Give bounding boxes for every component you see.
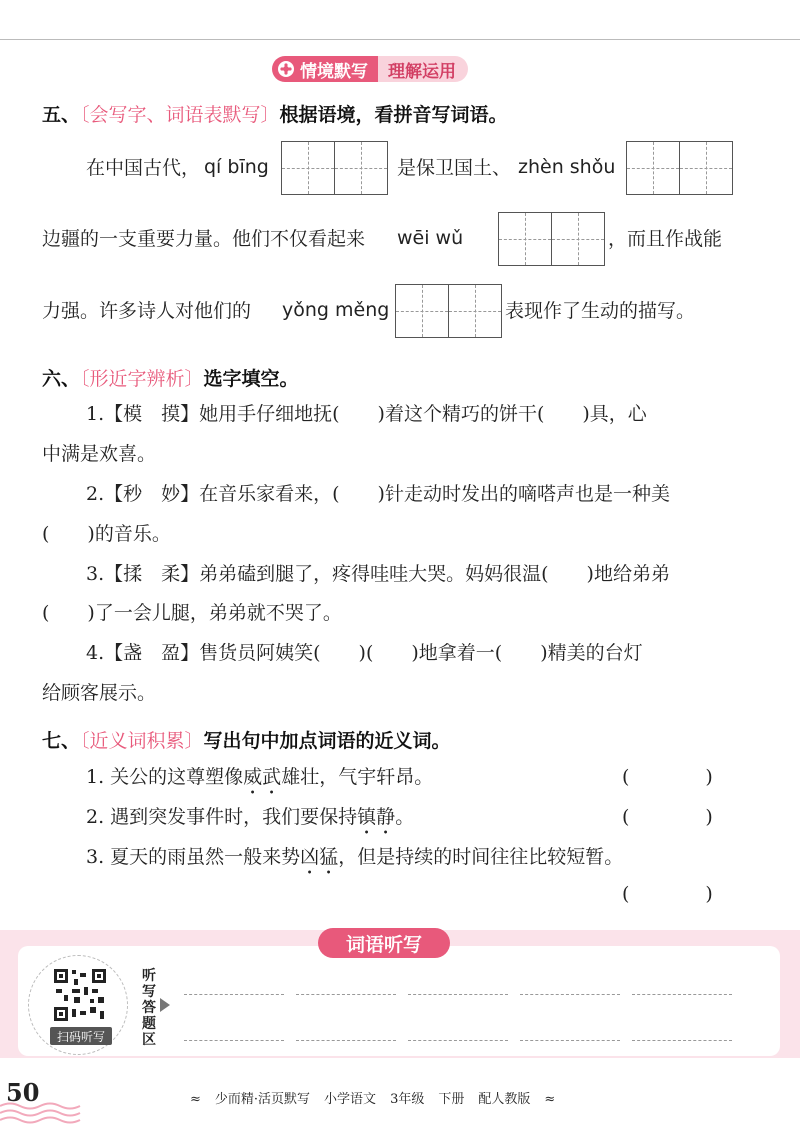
section6-heading [42, 364, 299, 391]
s7-q1 [86, 765, 433, 799]
section-badge [272, 56, 468, 82]
wave-left-icon: ≈ [190, 1092, 201, 1107]
dictation-line[interactable] [520, 1040, 620, 1041]
dictation-line[interactable] [520, 994, 620, 995]
s6-q2-line2: ( )的音乐。 [42, 523, 171, 545]
footer-info [190, 1088, 569, 1107]
scan-label: 扫码听写 [50, 1027, 112, 1045]
badge-sub-label: 理解运用 [388, 61, 456, 82]
dictation-title: 词语听写 [318, 928, 450, 958]
s5-line1-text-b: 是保卫国土、 [397, 157, 512, 179]
dictation-line[interactable] [184, 1040, 284, 1041]
dictation-line[interactable] [632, 1040, 732, 1041]
dictation-line[interactable] [296, 1040, 396, 1041]
s5-line3-text-a: 力强。许多诗人对他们的 [42, 300, 252, 322]
s6-q1-line2: 中满是欢喜。 [42, 443, 157, 465]
s7-q2-answer-paren[interactable]: ( ) [622, 806, 713, 828]
page-number: 50 [6, 1078, 40, 1107]
footer-edition: 配人教版 [478, 1092, 531, 1107]
footer-term: 下册 [438, 1092, 465, 1107]
dictation-line[interactable] [408, 994, 508, 995]
section5-tag: 〔会写字、词语表默写〕 [80, 104, 280, 126]
answer-grid-zhenshou[interactable] [626, 141, 733, 195]
s7-q3-post: ，但是持续的时间往往比较短暂。 [338, 846, 624, 868]
pinyin-zhenshou: zhèn shǒu [518, 156, 616, 178]
wave-decoration-icon [0, 1098, 90, 1126]
dictation-line[interactable] [296, 994, 396, 995]
s6-q4-line2: 给顾客展示。 [42, 682, 157, 704]
dictation-area-label: 听写答题区 [142, 968, 156, 1048]
dictation-line[interactable] [632, 994, 732, 995]
s7-q2-pre: 2. 遇到突发事件时，我们要保持 [86, 806, 358, 828]
answer-grid-qibing[interactable] [281, 141, 388, 195]
section6-number: 六、 [42, 368, 81, 390]
section7-title: 写出句中加点词语的近义词。 [203, 730, 451, 752]
arrow-right-icon [160, 998, 170, 1012]
section6-title: 选字填空。 [203, 368, 299, 390]
s5-line3-text-b: 表现作了生动的描写。 [505, 300, 696, 322]
s7-q1-post: 雄壮，气宇轩昂。 [281, 766, 434, 788]
s7-q2 [86, 805, 414, 839]
s5-line2-text-b: ，而且作战能 [608, 228, 723, 250]
section6-tag: 〔形近字辨析〕 [80, 368, 204, 390]
dictation-line[interactable] [408, 1040, 508, 1041]
s7-q3 [86, 845, 623, 879]
s7-q1-answer-paren[interactable]: ( ) [622, 766, 713, 788]
section5-title: 根据语境，看拼音写词语。 [279, 104, 508, 126]
badge-sub [378, 56, 468, 82]
s5-line2-text-a: 边疆的一支重要力量。他们不仅看起来 [42, 228, 366, 250]
footer-series: 少而精·活页默写 [214, 1092, 311, 1107]
pinyin-qibing: qí bīng [204, 156, 269, 178]
section7-number: 七、 [42, 730, 81, 752]
section5-number: 五、 [42, 104, 81, 126]
s7-q1-dotted-word: 威武 [243, 766, 282, 788]
footer-subject: 小学语文 [324, 1092, 377, 1107]
flower-icon [278, 61, 294, 77]
s7-q2-post: 。 [395, 806, 415, 828]
s6-q4-line1: 4.【盏 盈】售货员阿姨笑( )( )地拿着一( )精美的台灯 [86, 642, 643, 664]
qr-code-icon[interactable] [52, 967, 108, 1023]
s5-line1-text-a: 在中国古代， [86, 157, 201, 179]
section7-tag: 〔近义词积累〕 [80, 730, 204, 752]
s7-q3-dotted-word: 凶猛 [300, 846, 339, 868]
dictation-line[interactable] [184, 994, 284, 995]
s6-q3-line1: 3.【揉 柔】弟弟磕到腿了，疼得哇哇大哭。妈妈很温( )地给弟弟 [86, 563, 670, 585]
s6-q3-line2: ( )了一会儿腿，弟弟就不哭了。 [42, 602, 342, 624]
s7-q3-answer-paren[interactable]: ( ) [622, 883, 713, 905]
s6-q2-line1: 2.【秒 妙】在音乐家看来，( )针走动时发出的嘀嗒声也是一种美 [86, 483, 670, 505]
section7-heading [42, 726, 451, 753]
s7-q2-dotted-word: 镇静 [357, 806, 396, 828]
answer-grid-yongmeng[interactable] [395, 284, 502, 338]
wave-right-icon: ≈ [544, 1092, 556, 1107]
footer-grade: 3年级 [390, 1092, 425, 1107]
section5-heading [42, 100, 508, 127]
s7-q1-pre: 1. 关公的这尊塑像 [86, 766, 244, 788]
s7-q3-pre: 3. 夏天的雨虽然一般来势 [86, 846, 301, 868]
s6-q1-line1: 1.【模 摸】她用手仔细地抚( )着这个精巧的饼干( )具，心 [86, 403, 647, 425]
answer-grid-weiwu[interactable] [498, 212, 605, 266]
badge-main-label: 情境默写 [300, 61, 368, 82]
pinyin-yongmeng: yǒng měng [282, 299, 390, 321]
pinyin-weiwu: wēi wǔ [397, 227, 464, 249]
badge-main [272, 56, 378, 82]
top-divider [0, 39, 800, 40]
